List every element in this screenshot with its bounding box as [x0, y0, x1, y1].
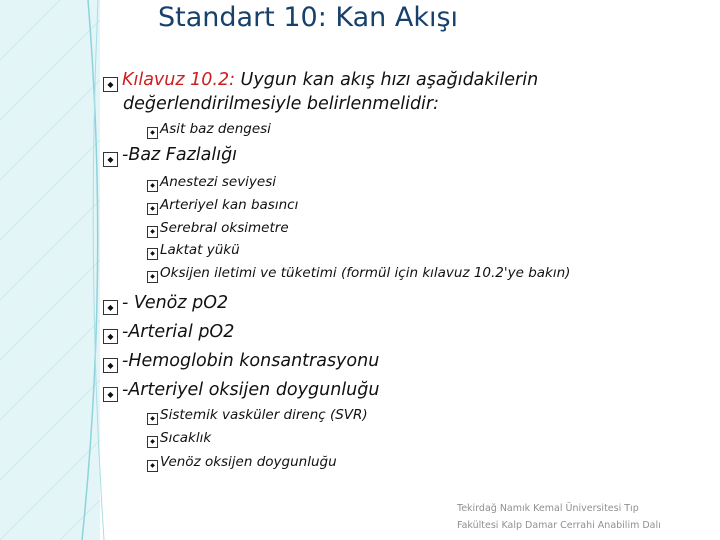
list-item-oksimetre [147, 222, 289, 238]
footer-credit [457, 500, 661, 534]
list-item-baz-fazlaligi [103, 147, 237, 167]
item-text: Venöz oksijen doygunluğu [160, 454, 337, 470]
bullet-icon: ◆ [147, 180, 158, 192]
list-item-sicaklik [147, 432, 211, 448]
bullet-icon: ◆ [147, 271, 158, 283]
guideline-line-2: değerlendirilmesiyle belirlenmelidir: [123, 94, 440, 114]
list-item-oksijen-iletimi [147, 267, 570, 283]
list-item-kan-basinci [147, 199, 298, 215]
slide-title: Standart 10: Kan Akışı [158, 2, 459, 33]
item-text: -Baz Fazlalığı [122, 145, 238, 165]
bullet-icon: ◆ [147, 460, 158, 472]
list-item-hemoglobin [103, 353, 379, 373]
item-text: Laktat yükü [160, 242, 240, 258]
list-item-arterial-po2 [103, 324, 234, 344]
footer-line-2: Fakültesi Kalp Damar Cerrahi Anabilim Dalı [457, 520, 661, 531]
item-text: Asit baz dengesi [160, 121, 271, 137]
guideline-label: Kılavuz 10.2: [122, 70, 235, 90]
list-item-asit-baz [147, 123, 271, 139]
bullet-icon: ◆ [147, 248, 158, 260]
guideline-line-1 [103, 72, 538, 92]
item-text: -Arterial pO2 [122, 322, 235, 342]
list-item-venoz-po2 [103, 295, 228, 315]
item-text: Anestezi seviyesi [160, 174, 277, 190]
bullet-icon: ◆ [103, 77, 118, 92]
left-panel [0, 0, 100, 540]
bullet-icon: ◆ [147, 127, 158, 139]
bullet-icon: ◆ [103, 358, 118, 373]
bullet-icon: ◆ [103, 152, 118, 167]
list-item-venoz-doygunluk [147, 456, 337, 472]
bullet-icon: ◆ [103, 387, 118, 402]
item-text: -Hemoglobin konsantrasyonu [122, 351, 380, 371]
list-item-laktat [147, 244, 240, 260]
item-text: - Venöz pO2 [122, 293, 229, 313]
guideline-text-1: Uygun kan akış hızı aşağıdakilerin [234, 70, 539, 90]
bullet-icon: ◆ [103, 300, 118, 315]
footer-line-1: Tekirdağ Namık Kemal Üniversitesi Tıp [457, 503, 639, 514]
item-text: Arteriyel kan basıncı [160, 197, 299, 213]
list-item-anestezi [147, 176, 276, 192]
list-item-arteriyel-doygunluk [103, 382, 379, 402]
list-item-svr [147, 409, 368, 425]
item-text: Sıcaklık [160, 430, 212, 446]
item-text: -Arteriyel oksijen doygunluğu [122, 380, 380, 400]
item-text: Sistemik vasküler direnç (SVR) [160, 407, 368, 423]
bullet-icon: ◆ [147, 436, 158, 448]
bullet-icon: ◆ [147, 413, 158, 425]
item-text: Serebral oksimetre [160, 220, 289, 236]
bullet-icon: ◆ [103, 329, 118, 344]
bullet-icon: ◆ [147, 203, 158, 215]
bullet-icon: ◆ [147, 226, 158, 238]
item-text: Oksijen iletimi ve tüketimi (formül için kılavuz 10.2'ye bakın) [160, 265, 571, 281]
